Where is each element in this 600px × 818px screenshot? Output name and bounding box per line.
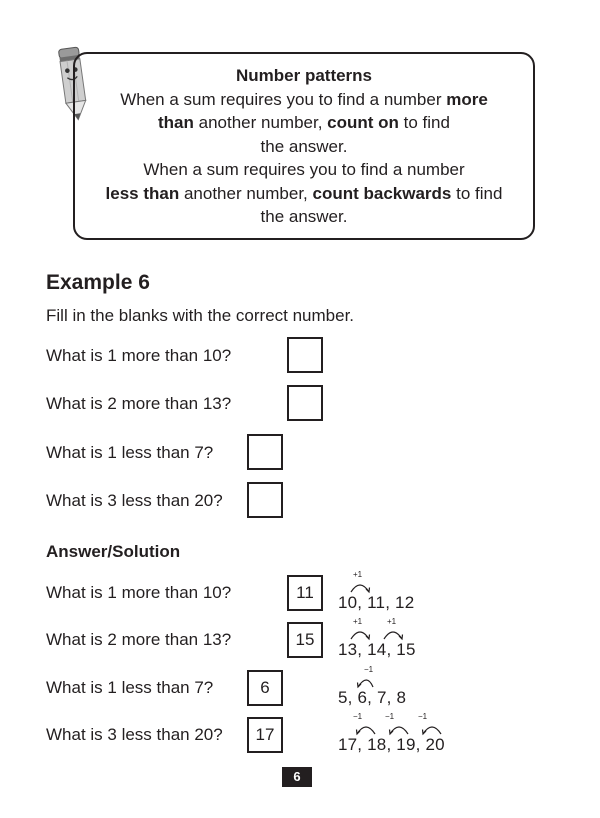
tip-line [75,111,533,135]
example-instruction: Fill in the blanks with the correct number. [46,306,355,325]
tip-text: another number, [193,113,328,132]
step-label: −1 [418,712,428,721]
count-arrows [338,663,448,691]
example-heading: Example 6 [46,271,150,294]
tip-bold-text: more [446,89,488,109]
answer-box: 11 [287,575,323,611]
question-text: What is 1 more than 10? [46,346,232,365]
step-label: −1 [385,712,395,721]
answer-box: 15 [287,622,323,658]
solution-heading: Answer/Solution [46,542,181,561]
tip-text: When a sum requires you to find a number [120,89,447,109]
answer-box: 17 [247,717,283,753]
number-sequence: 5, 6, 7, 8 [338,688,407,707]
tip-line: When a sum requires you to find a number [143,160,465,179]
answer-blank-box[interactable] [247,482,283,518]
tip-bold-text: count backwards [312,183,452,203]
count-arrows [338,710,458,738]
solution-question: What is 1 more than 10? [46,583,232,602]
solution-question: What is 3 less than 20? [46,725,223,744]
tip-bold-text: than [158,113,194,132]
step-label: −1 [353,712,363,721]
count-arrows [338,568,448,596]
step-label: +1 [353,570,363,579]
tip-line [75,88,533,112]
solution-question: What is 1 less than 7? [46,678,214,697]
question-text: What is 2 more than 13? [46,394,232,413]
answer-blank-box[interactable] [247,434,283,470]
tip-text: to find [451,183,503,203]
step-label: +1 [353,617,363,626]
number-patterns-tip-box [73,52,535,240]
question-text: What is 3 less than 20? [46,491,223,510]
page-number: 6 [282,767,312,787]
number-sequence: 13, 14, 15 [338,640,416,659]
tip-line: the answer. [260,136,348,156]
tip-text: to find [398,113,450,132]
step-label: +1 [387,617,397,626]
answer-blank-box[interactable] [287,337,323,373]
count-arrows [338,615,448,643]
tip-bold-text: count on [327,113,399,132]
tip-line [75,182,533,206]
tip-title: Number patterns [235,66,373,85]
number-sequence: 10, 11, 12 [338,593,415,612]
number-sequence: 17, 18, 19, 20 [338,735,445,754]
question-text: What is 1 less than 7? [46,443,214,462]
answer-box: 6 [247,670,283,706]
tip-text: another number, [179,183,313,203]
tip-bold-text: less than [105,183,180,203]
answer-blank-box[interactable] [287,385,323,421]
tip-line: the answer. [260,207,348,226]
solution-question: What is 2 more than 13? [46,630,232,649]
step-label: −1 [364,665,374,674]
